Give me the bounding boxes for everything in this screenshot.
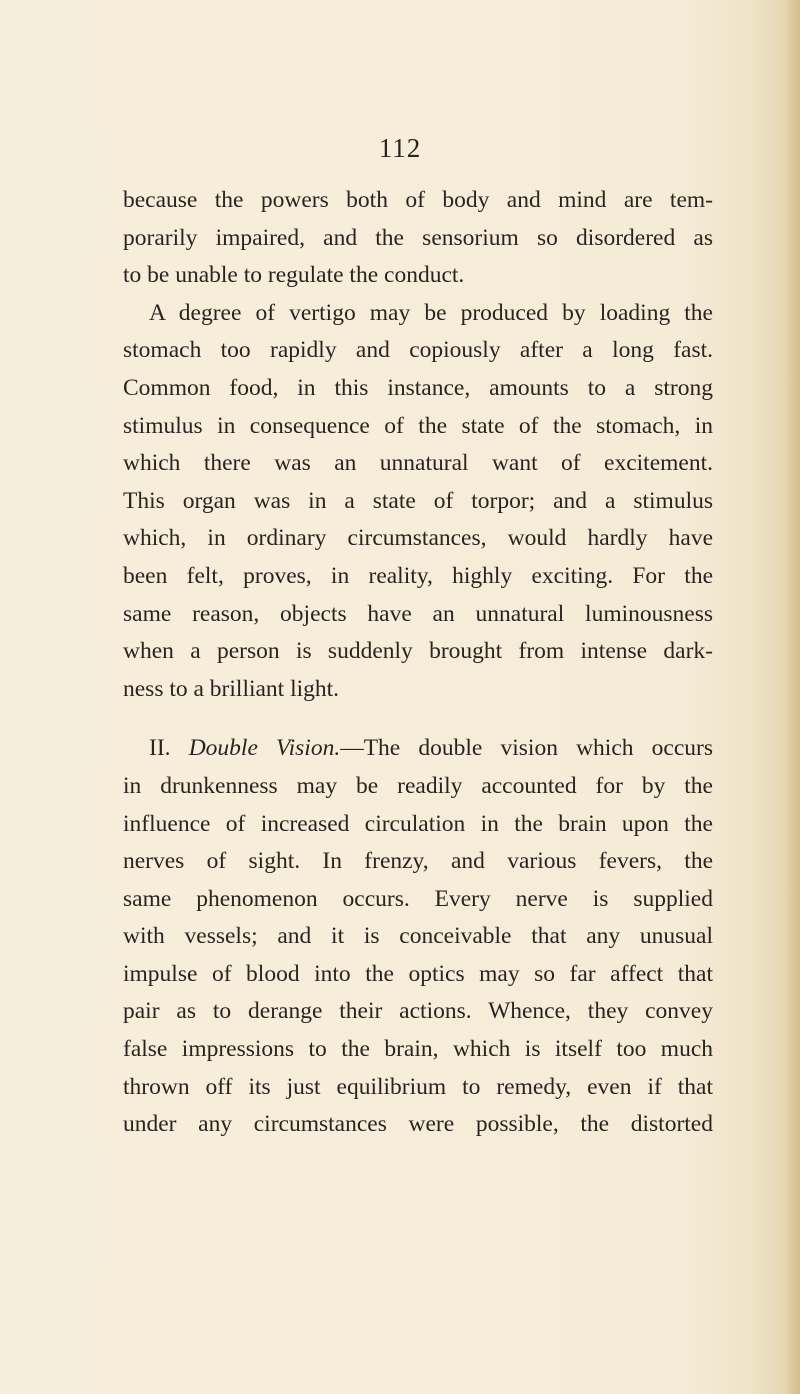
text-line: to be unable to regulate the conduct. [123, 262, 465, 289]
text-line: in drunkenness may be readily accounted for by the [123, 772, 713, 799]
text-line: under any circumstances were possible, the distorted [123, 1111, 713, 1138]
page-spine-shadow [786, 0, 800, 1394]
text-line: ness to a brilliant light. [123, 675, 340, 702]
text-line: when a person is suddenly brought from intense dark- [123, 638, 713, 665]
text-line: which, in ordinary circumstances, would hardly have [123, 525, 713, 552]
text-line: false impressions to the brain, which is itself too much [123, 1036, 713, 1063]
body-text [123, 182, 713, 1144]
text-line: because the powers both of body and mind are tem- [123, 187, 713, 213]
text-line: with vessels; and it is conceivable that any unusual [123, 923, 713, 950]
text-line: same phenomenon occurs. Every nerve is supplied [123, 885, 713, 912]
text-line: Common food, in this instance, amounts to a strong [123, 374, 713, 401]
text-line: same reason, objects have an unnatural luminousness [123, 600, 713, 627]
page-number: 112 [378, 133, 422, 163]
section-heading-line [123, 730, 713, 768]
section-numeral: II. [149, 735, 171, 762]
section-title: Double Vision. [188, 735, 341, 762]
text-line: stomach too rapidly and copiously after a long fast. [123, 337, 713, 364]
text-line: stimulus in consequence of the state of the stomach, in [123, 412, 713, 439]
text-line: influence of increased circulation in the brain upon the [123, 810, 713, 837]
text-line: porarily impaired, and the sensorium so disordered as [123, 224, 713, 251]
text-line: been felt, proves, in reality, highly exciting. For the [123, 562, 713, 589]
text-line: which there was an unnatural want of excitement. [123, 450, 713, 477]
section-gap [123, 708, 713, 730]
section-first-line-text: —The double vision which occurs [340, 735, 713, 762]
text-line: impulse of blood into the optics may so far affect that [123, 960, 713, 987]
text-line: nerves of sight. In frenzy, and various fevers, the [123, 848, 713, 875]
text-line: A degree of vertigo may be produced by loading the [149, 299, 713, 326]
text-line: This organ was in a state of torpor; and a stimulus [123, 487, 713, 514]
text-line: thrown off its just equilibrium to remedy, even if that [123, 1073, 713, 1100]
text-line: pair as to derange their actions. Whence, they convey [123, 998, 713, 1025]
